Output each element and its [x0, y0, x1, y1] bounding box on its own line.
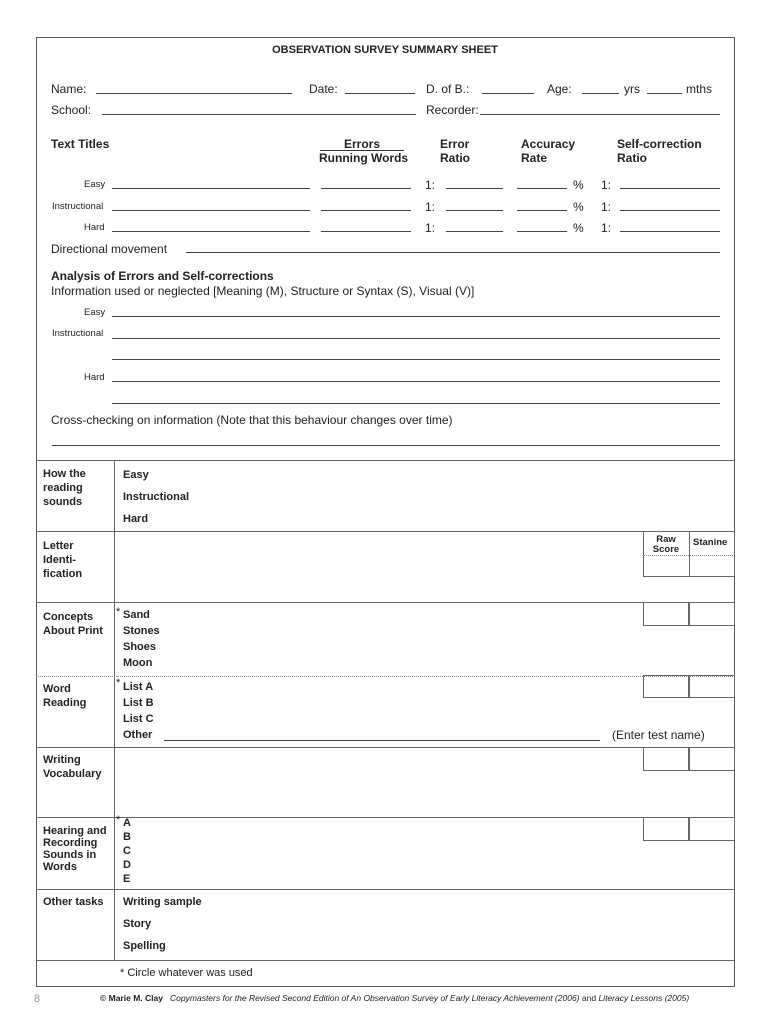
row-divider: [36, 747, 735, 748]
hearing-c[interactable]: C: [123, 845, 131, 857]
form-frame: [36, 37, 735, 987]
writing-vocab-raw-score-cell[interactable]: [643, 747, 689, 771]
how-reading-sounds-label: How the reading sounds: [43, 468, 86, 508]
row-label: Instructional: [52, 201, 104, 212]
accuracy-field[interactable]: [517, 231, 567, 232]
text-titles-heading: Text Titles: [51, 137, 110, 151]
analysis-instructional-field[interactable]: [112, 338, 720, 339]
analysis-easy-label: Easy: [84, 307, 106, 318]
errors-heading: Errors: [344, 137, 381, 151]
footer-title-2: Literacy Lessons (2005): [598, 993, 690, 1003]
table-bottom-border: [36, 960, 735, 961]
analysis-hard-field[interactable]: [112, 381, 720, 382]
analysis-heading: Analysis of Errors and Self-corrections: [51, 269, 274, 283]
dob-field[interactable]: [482, 93, 534, 94]
word-list-a[interactable]: List A: [123, 681, 154, 693]
errors-field[interactable]: [321, 210, 411, 211]
name-label: Name:: [51, 82, 87, 96]
name-field[interactable]: [96, 93, 292, 94]
analysis-hard-field-2[interactable]: [112, 403, 720, 404]
sc-ratio-field[interactable]: [620, 231, 720, 232]
analysis-easy-field[interactable]: [112, 316, 720, 317]
footnote: * Circle whatever was used: [120, 967, 253, 979]
mths-label: mths: [686, 82, 713, 96]
hearing-recording-label: Hearing and Recording Sounds in Words: [43, 825, 107, 873]
page-title: OBSERVATION SURVEY SUMMARY SHEET: [272, 44, 498, 56]
error-ratio-field[interactable]: [446, 188, 503, 189]
sc-ratio-heading-1: Self-correction: [617, 137, 702, 151]
age-months-field[interactable]: [647, 93, 682, 94]
analysis-hard-label: Hard: [84, 372, 105, 383]
concepts-label: Concepts About Print: [43, 611, 103, 637]
ratio-prefix: 1:: [425, 178, 436, 192]
errors-field[interactable]: [321, 188, 411, 189]
sc-ratio-field[interactable]: [620, 210, 720, 211]
concepts-star: *: [116, 606, 121, 618]
reading-instructional: Instructional: [123, 491, 190, 503]
row-divider: [36, 602, 735, 603]
error-ratio-field[interactable]: [446, 231, 503, 232]
percent-sign: %: [573, 178, 584, 192]
raw-score-heading: Raw Score: [652, 534, 680, 555]
footer-and: and: [581, 993, 597, 1003]
cross-checking-label: Cross-checking on information (Note that this behaviour changes over time): [51, 413, 453, 427]
letter-id-raw-score-cell[interactable]: [644, 556, 689, 577]
accuracy-heading-1: Accuracy: [521, 137, 576, 151]
percent-sign: %: [573, 200, 584, 214]
errors-field[interactable]: [321, 231, 411, 232]
table-top-border: [36, 460, 735, 461]
hearing-star: *: [116, 814, 121, 826]
concepts-moon[interactable]: Moon: [123, 657, 153, 669]
accuracy-field[interactable]: [517, 210, 567, 211]
hearing-a[interactable]: A: [123, 817, 131, 829]
footer-citation: [100, 993, 689, 1003]
analysis-instructional-label: Instructional: [52, 328, 104, 339]
accuracy-heading-2: Rate: [521, 151, 548, 165]
hearing-d[interactable]: D: [123, 859, 131, 871]
error-ratio-heading-1: Error: [440, 137, 470, 151]
letter-id-label: Letter Identi- fication: [43, 540, 83, 580]
directional-movement-field[interactable]: [186, 252, 720, 253]
date-label: Date:: [309, 82, 338, 96]
concepts-raw-score-cell[interactable]: [643, 602, 689, 626]
task-spelling: Spelling: [123, 940, 166, 952]
age-years-field[interactable]: [582, 93, 619, 94]
sc-ratio-heading-2: Ratio: [617, 151, 647, 165]
recorder-field[interactable]: [480, 114, 720, 115]
enter-test-name-hint: (Enter test name): [612, 728, 705, 742]
footer-copyright: © Marie M. Clay: [100, 993, 163, 1003]
row-label: Hard: [84, 222, 105, 233]
concepts-stanine-cell[interactable]: [689, 602, 735, 626]
row-label: Easy: [84, 179, 106, 190]
sc-ratio-field[interactable]: [620, 188, 720, 189]
writing-vocab-label: Writing Vocabulary: [43, 754, 102, 780]
other-tasks-label: Other tasks: [43, 896, 104, 908]
reading-easy: Easy: [123, 469, 149, 481]
word-reading-star: *: [116, 677, 121, 689]
row-divider: [36, 817, 735, 818]
hearing-raw-score-cell[interactable]: [643, 817, 689, 841]
footer-title-1: Copymasters for the Revised Second Edition of An Observation Survey of Early Literacy Achievement (2006): [170, 993, 580, 1003]
sc-ratio-prefix: 1:: [601, 221, 612, 235]
school-label: School:: [51, 103, 92, 117]
title-field[interactable]: [112, 188, 310, 189]
error-ratio-field[interactable]: [446, 210, 503, 211]
word-list-b[interactable]: List B: [123, 697, 154, 709]
row-divider: [36, 676, 735, 677]
accuracy-field[interactable]: [517, 188, 567, 189]
concepts-sand[interactable]: Sand: [123, 609, 150, 621]
title-field[interactable]: [112, 210, 310, 211]
title-field[interactable]: [112, 231, 310, 232]
writing-vocab-stanine-cell[interactable]: [689, 747, 735, 771]
page-number: 8: [34, 993, 41, 1005]
stanine-heading: Stanine: [693, 537, 728, 548]
analysis-subheading: Information used or neglected [Meaning (M), Structure or Syntax (S), Visual (V)]: [51, 284, 475, 298]
recorder-label: Recorder:: [426, 103, 479, 117]
hearing-b[interactable]: B: [123, 831, 131, 843]
task-writing-sample: Writing sample: [123, 896, 202, 908]
task-story: Story: [123, 918, 152, 930]
school-field[interactable]: [102, 114, 416, 115]
word-reading-raw-score-cell[interactable]: [643, 675, 689, 698]
hearing-stanine-cell[interactable]: [689, 817, 735, 841]
word-other[interactable]: Other: [123, 729, 153, 741]
directional-movement-label: Directional movement: [51, 242, 168, 256]
table-label-column-divider: [114, 460, 115, 960]
concepts-stones[interactable]: Stones: [123, 625, 160, 637]
dob-label: D. of B.:: [426, 82, 470, 96]
ratio-prefix: 1:: [425, 200, 436, 214]
ratio-prefix: 1:: [425, 221, 436, 235]
letter-id-stanine-cell[interactable]: [690, 556, 735, 577]
cross-checking-field[interactable]: [52, 445, 720, 446]
percent-sign: %: [573, 221, 584, 235]
date-field[interactable]: [345, 93, 415, 94]
row-divider: [36, 531, 735, 532]
analysis-instructional-field-2[interactable]: [112, 359, 720, 360]
running-words-heading: Running Words: [319, 151, 409, 165]
concepts-shoes[interactable]: Shoes: [123, 641, 157, 653]
reading-hard: Hard: [123, 513, 149, 525]
word-reading-stanine-cell[interactable]: [689, 675, 735, 698]
yrs-label: yrs: [624, 82, 640, 96]
hearing-e[interactable]: E: [123, 873, 131, 885]
error-ratio-heading-2: Ratio: [440, 151, 470, 165]
word-reading-label: Word Reading: [43, 683, 87, 709]
word-list-c[interactable]: List C: [123, 713, 154, 725]
other-test-name-field[interactable]: [164, 740, 600, 741]
sc-ratio-prefix: 1:: [601, 200, 612, 214]
row-divider: [36, 889, 735, 890]
age-label: Age:: [547, 82, 572, 96]
sc-ratio-prefix: 1:: [601, 178, 612, 192]
